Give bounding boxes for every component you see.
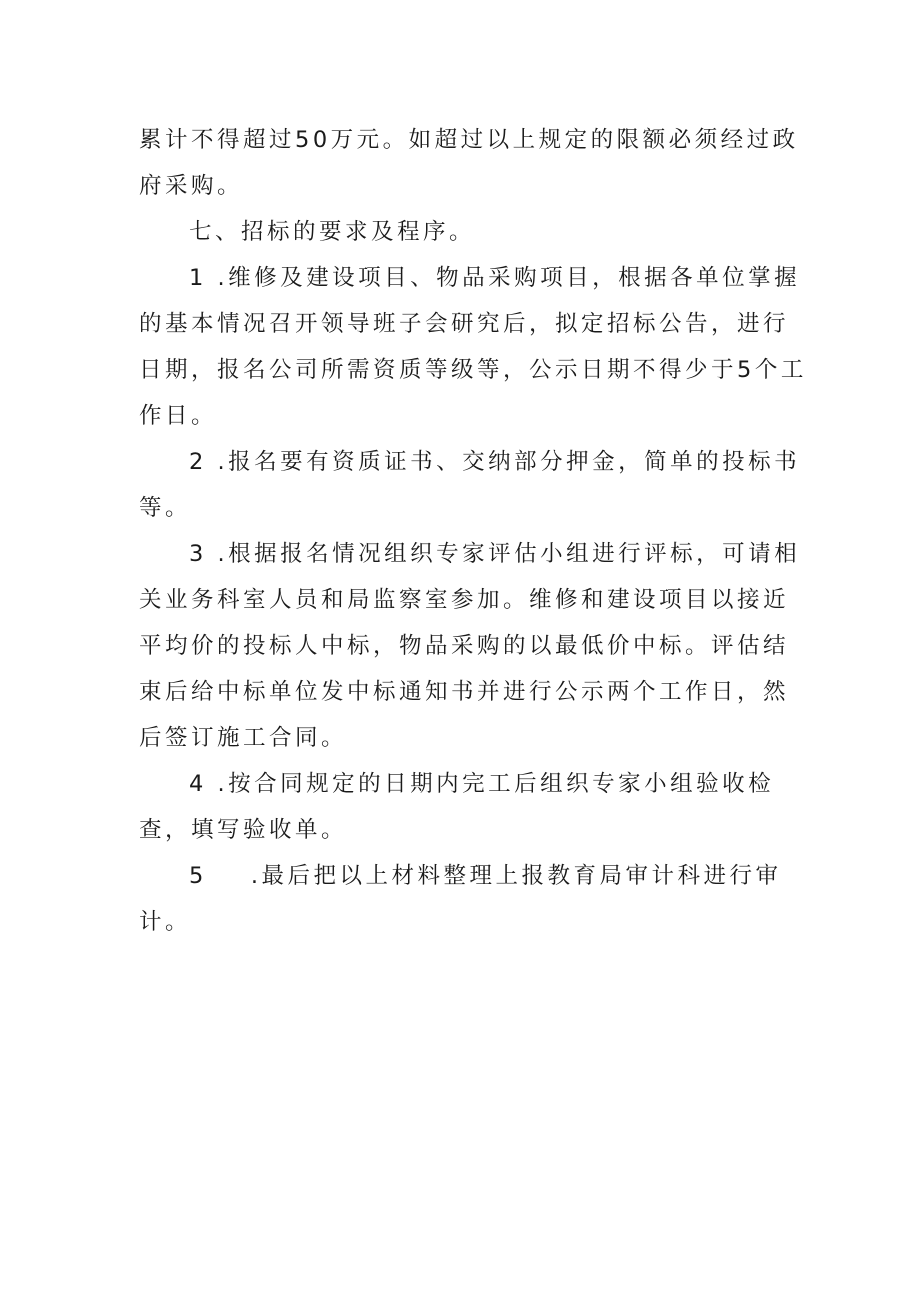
paragraph-item-2: 2 .报名要有资质证书、交纳部分押金，简单的投标书等。: [139, 449, 801, 521]
paragraph-item-1: 1 .维修及建设项目、物品采购项目，根据各单位掌握的基本情况召开领导班子会研究后，拟定招标公告，进行日期，报名公司所需资质等级等，公示日期不得少于5个工作日。: [139, 265, 807, 429]
item-5-text: .最后把以上材料整理上报教育局审计科进行审计。: [139, 863, 782, 935]
paragraph-budget-limit: 累计不得超过50万元。如超过以上规定的限额必须经过政府采购。: [139, 127, 799, 199]
paragraph-item-3: 3 .根据报名情况组织专家评估小组进行评标，可请相关业务科室人员和局监察室参加。维修和建设项目以接近平均价的投标人中标，物品采购的以最低价中标。评估结束后给中标单位发中标通知书并进行公示两个工作日，然后签订施工合同。: [139, 541, 801, 751]
section-heading-bidding: 七、招标的要求及程序。: [189, 219, 476, 245]
paragraph-item-5: [139, 853, 811, 945]
paragraph-item-4: 4 .按合同规定的日期内完工后组织专家小组验收检查，填写验收单。: [139, 771, 775, 843]
item-5-number: 5: [189, 863, 207, 889]
document-body: [139, 117, 811, 945]
